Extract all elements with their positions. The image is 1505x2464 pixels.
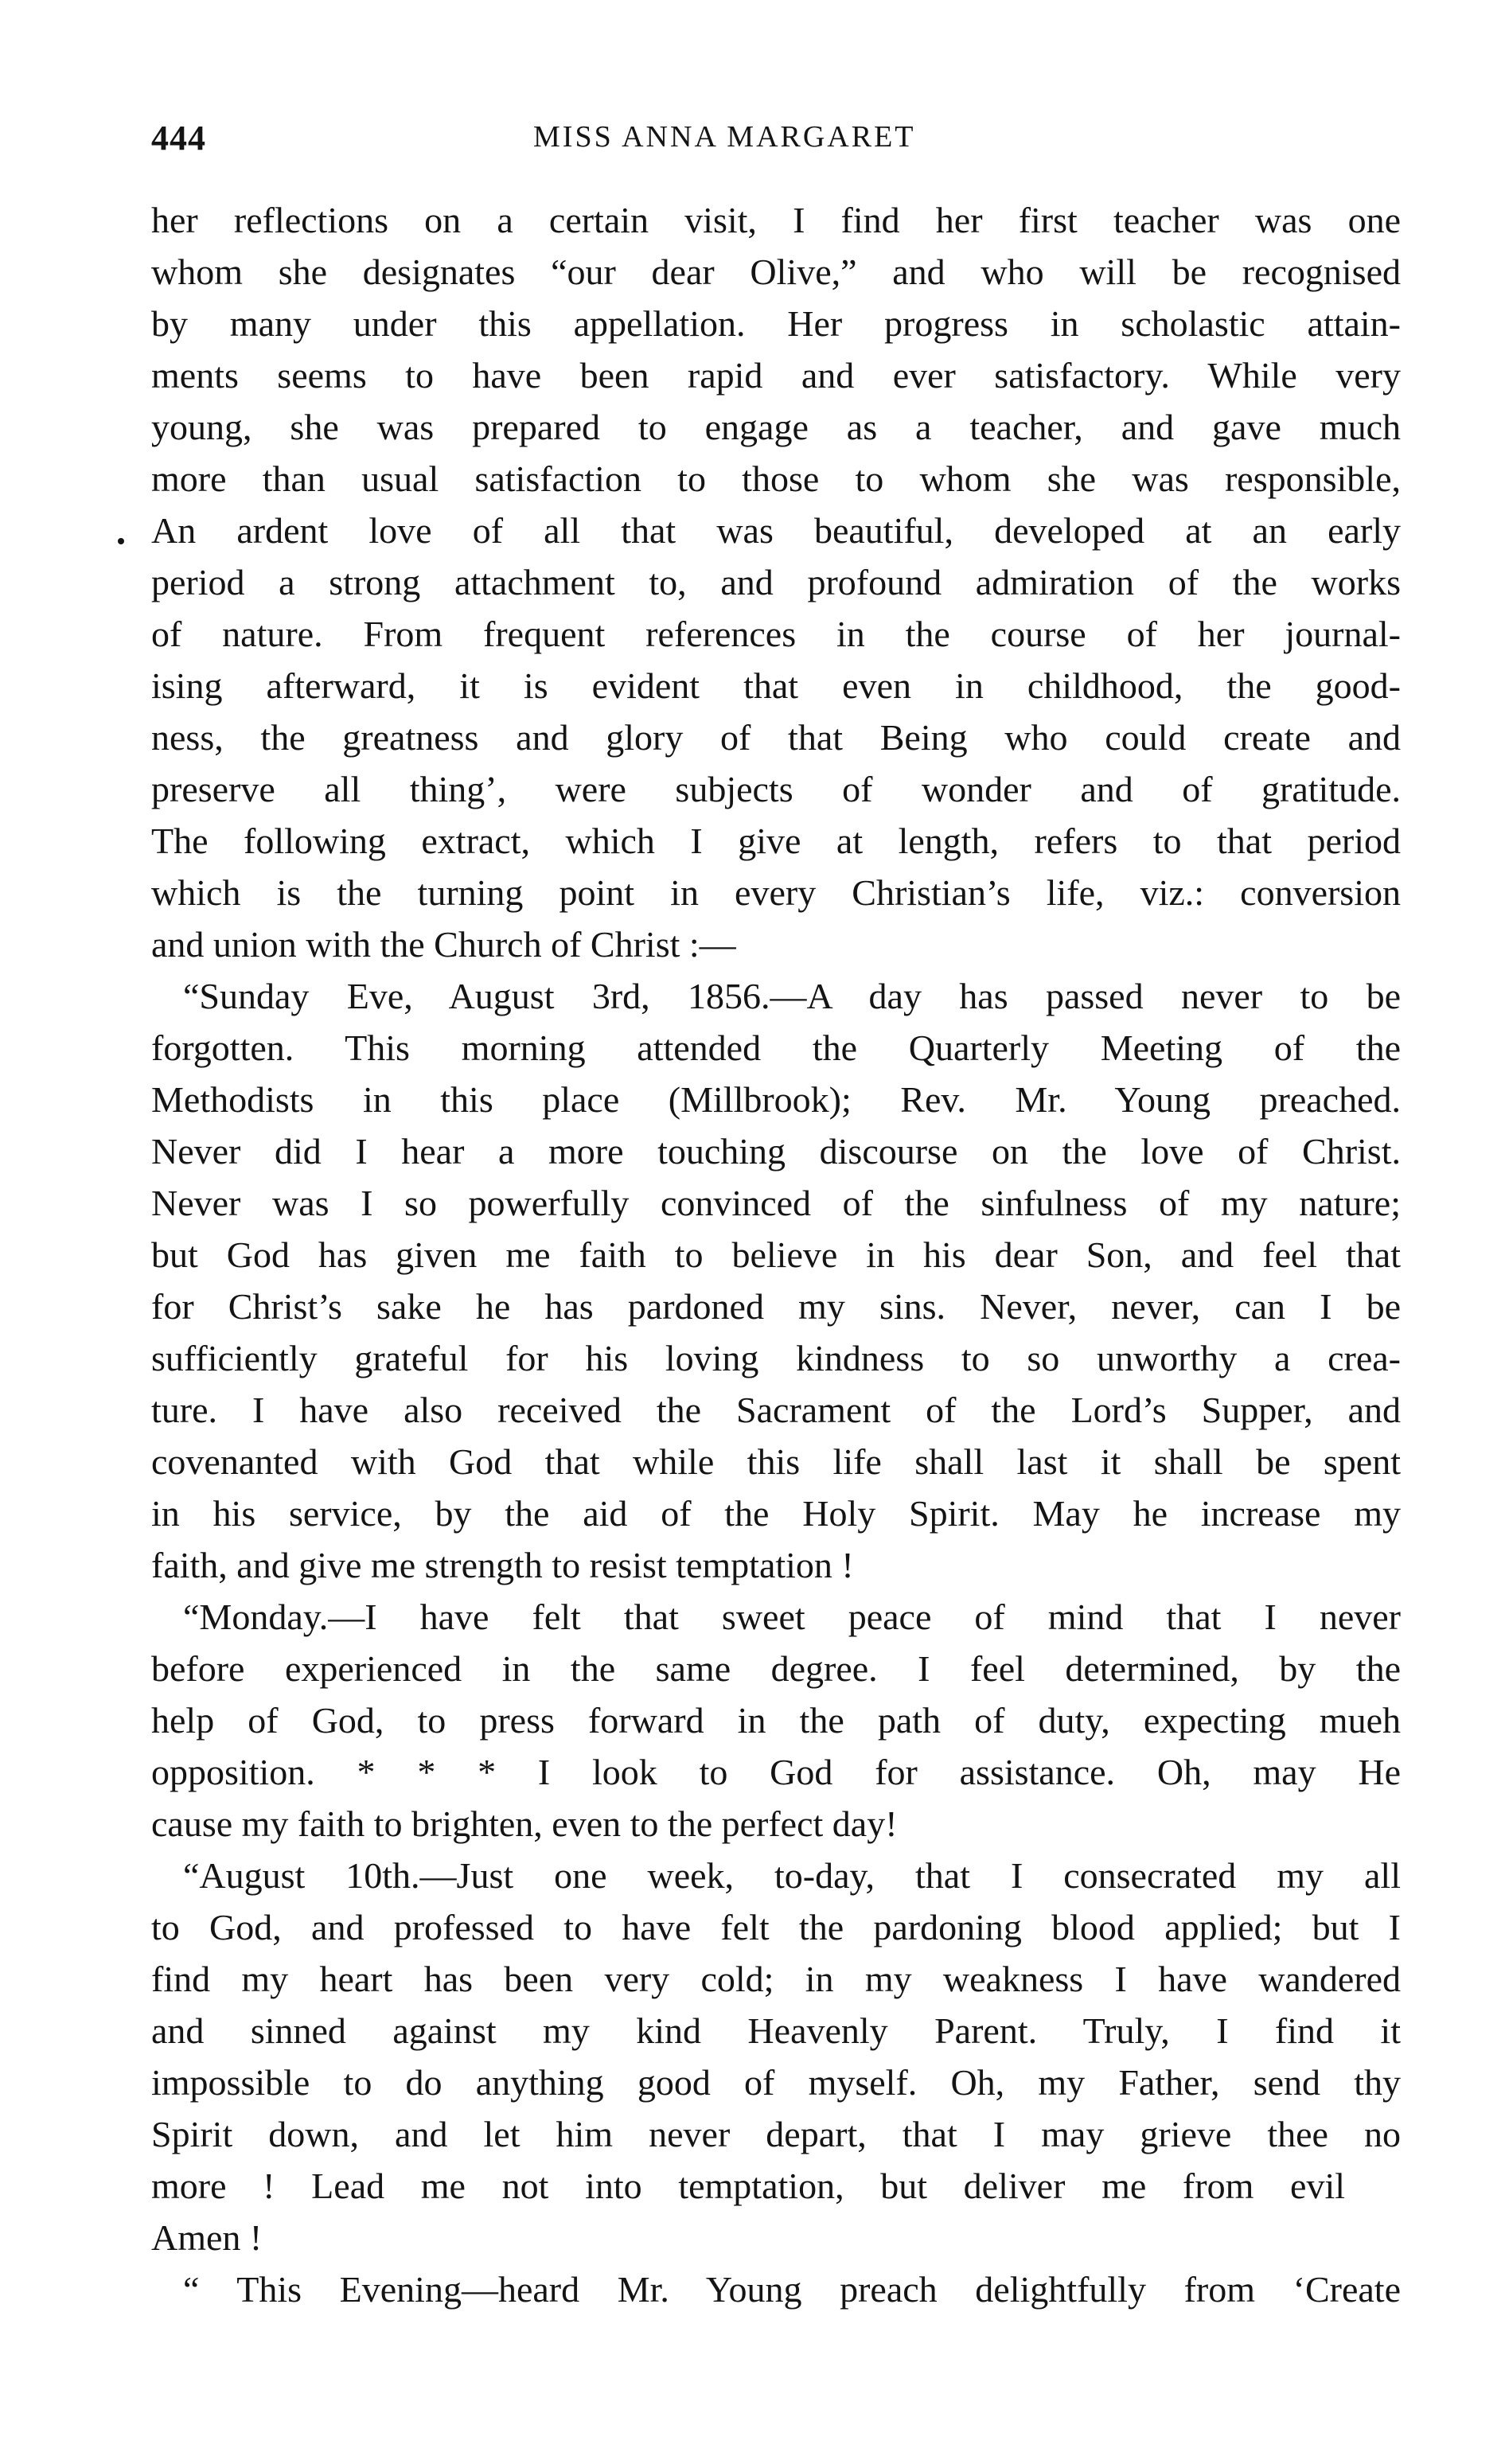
running-title: MISS ANNA MARGARET xyxy=(533,120,916,154)
text-line: before experienced in the same degree. I feel determined, by the xyxy=(151,1648,1401,1689)
text-line: whom she designates “our dear Olive,” and who will be recognised xyxy=(151,251,1401,292)
text-line: Spirit down, and let him never depart, that I may grieve thee no xyxy=(151,2114,1401,2154)
text-line: Methodists in this place (Millbrook); Rev. Mr. Young preached. xyxy=(151,1079,1401,1120)
running-head xyxy=(151,118,1409,166)
text-line: by many under this appellation. Her progress in scholastic attain- xyxy=(151,303,1401,344)
text-line: faith, and give me strength to resist temptation ! xyxy=(151,1545,854,1585)
text-line: and union with the Church of Christ :— xyxy=(151,924,736,965)
text-line: which is the turning point in every Christian’s life, viz.: conversion xyxy=(151,872,1401,913)
text-line: impossible to do anything good of myself. Oh, my Father, send thy xyxy=(151,2062,1401,2103)
text-line: “Sunday Eve, August 3rd, 1856.—A day has passed never to be xyxy=(183,976,1401,1016)
text-line: for Christ’s sake he has pardoned my sins. Never, never, can I be xyxy=(151,1286,1401,1327)
text-line: “Monday.—I have felt that sweet peace of mind that I never xyxy=(183,1597,1401,1637)
text-line: sufficiently grateful for his loving kindness to so unworthy a crea- xyxy=(151,1338,1401,1378)
text-line: more than usual satisfaction to those to whom she was responsible, xyxy=(151,458,1401,499)
text-line: Never did I hear a more touching discourse on the love of Christ. xyxy=(151,1131,1401,1172)
text-line: ments seems to have been rapid and ever satisfactory. While very xyxy=(151,355,1401,396)
text-line: her reflections on a certain visit, I find her first teacher was one xyxy=(151,200,1401,240)
text-line: of nature. From frequent references in the course of her journal- xyxy=(151,614,1401,654)
text-line: ness, the greatness and glory of that Being who could create and xyxy=(151,717,1401,758)
text-line: and sinned against my kind Heavenly Parent. Truly, I find it xyxy=(151,2010,1401,2051)
text-line: “ This Evening—heard Mr. Young preach delightfully from ‘Create xyxy=(183,2269,1401,2310)
text-line: but God has given me faith to believe in his dear Son, and feel that xyxy=(151,1234,1401,1275)
text-line: period a strong attachment to, and profound admiration of the works xyxy=(151,562,1401,602)
text-line: more ! Lead me not into temptation, but deliver me from evil xyxy=(151,2166,1345,2206)
margin-dot-mark xyxy=(118,538,124,544)
text-line: An ardent love of all that was beautiful, developed at an early xyxy=(151,510,1401,551)
text-line: forgotten. This morning attended the Quarterly Meeting of the xyxy=(151,1027,1401,1068)
body-text xyxy=(151,194,1401,2315)
text-line: ising afterward, it is evident that even in childhood, the good- xyxy=(151,665,1401,706)
text-line: preserve all thingʼ, were subjects of wonder and of gratitude. xyxy=(151,769,1401,809)
text-line: young, she was prepared to engage as a teacher, and gave much xyxy=(151,407,1401,447)
text-line: cause my faith to brighten, even to the perfect day! xyxy=(151,1803,898,1844)
text-line: find my heart has been very cold; in my weakness I have wandered xyxy=(151,1959,1401,1999)
text-line: “August 10th.—Just one week, to-day, that I consecrated my all xyxy=(183,1855,1401,1896)
text-line: The following extract, which I give at length, refers to that period xyxy=(151,821,1401,861)
text-line: help of God, to press forward in the path of duty, expecting mueh xyxy=(151,1700,1401,1741)
text-line: opposition. * * * I look to God for assistance. Oh, may He xyxy=(151,1752,1401,1792)
text-line: covenanted with God that while this life shall last it shall be spent xyxy=(151,1441,1401,1482)
text-line: in his service, by the aid of the Holy Spirit. May he increase my xyxy=(151,1493,1401,1534)
text-line: to God, and professed to have felt the pardoning blood applied; but I xyxy=(151,1907,1401,1947)
text-line: Never was I so powerfully convinced of the sinfulness of my nature; xyxy=(151,1183,1401,1223)
text-line: Amen ! xyxy=(151,2217,263,2258)
text-line: ture. I have also received the Sacrament of the Lord’s Supper, and xyxy=(151,1390,1401,1430)
page-number: 444 xyxy=(151,119,206,158)
